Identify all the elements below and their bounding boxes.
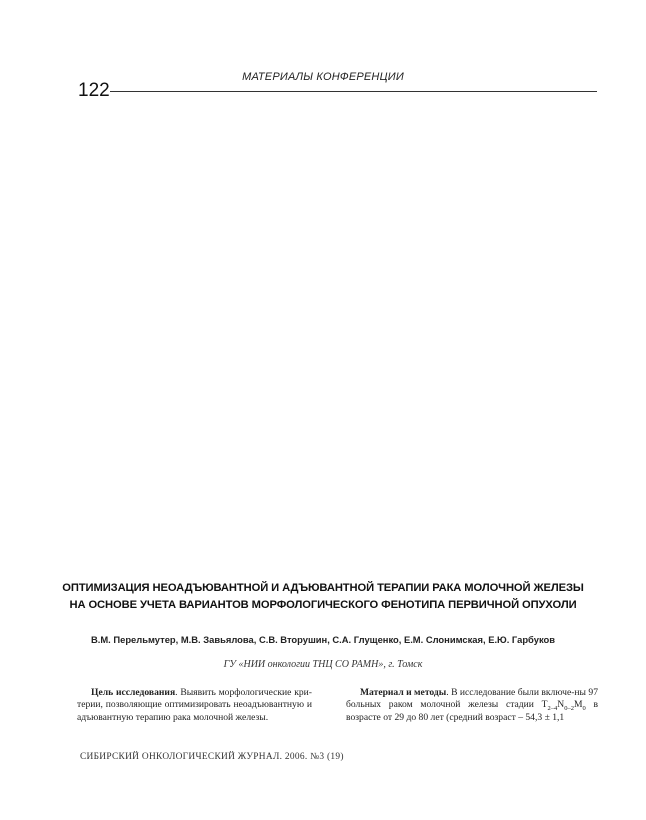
methods-paragraph (346, 687, 598, 724)
stage-m: M (573, 699, 583, 711)
aim-paragraph (77, 687, 312, 724)
running-head: МАТЕРИАЛЫ КОНФЕРЕНЦИИ (242, 71, 404, 83)
aim-heading: Цель исследования (91, 687, 176, 698)
methods-heading: Материал и методы (360, 687, 447, 698)
stage-t: T (541, 699, 548, 711)
aim-text: . Выявить морфологические кри-терии, позволяющие оптимизировать неоадъювантную и адъювантную терапию рака молочной железы. (77, 687, 312, 723)
stage-m-sub: 0 (582, 705, 586, 713)
article-title-line-2: НА ОСНОВЕ УЧЕТА ВАРИАНТОВ МОРФОЛОГИЧЕСКОГО ФЕНОТИПА ПЕРВИЧНОЙ ОПУХОЛИ (69, 599, 577, 611)
page-number: 122 (78, 80, 110, 101)
stage-n: N (557, 699, 565, 711)
article-title (60, 580, 586, 614)
left-column (77, 687, 312, 724)
journal-footer: СИБИРСКИЙ ОНКОЛОГИЧЕСКИЙ ЖУРНАЛ. 2006. №3 (19) (80, 752, 344, 762)
stage-n-sub: 0–2 (564, 705, 574, 713)
affiliation: ГУ «НИИ онкологии ТНЦ СО РАМН», г. Томск (223, 659, 423, 670)
stage-t-sub: 2–4 (547, 705, 558, 713)
header-rule (110, 91, 597, 92)
methods-text-1: . В исследование были включе-ны 97 больных раком молочной железы стадии (346, 687, 598, 711)
authors: В.М. Перельмутер, М.В. Завьялова, С.В. Вторушин, С.А. Глущенко, Е.М. Слонимская, Е.Ю. Гарбуков (90, 634, 556, 645)
methods-text-2: в возрасте от 29 до 80 лет (средний возраст – 54,3 ± 1,1 (346, 699, 598, 723)
right-column (346, 687, 598, 724)
article-title-line-1: ОПТИМИЗАЦИЯ НЕОАДЪЮВАНТНОЙ И АДЪЮВАНТНОЙ ТЕРАПИИ РАКА МОЛОЧНОЙ ЖЕЛЕЗЫ (62, 582, 584, 594)
